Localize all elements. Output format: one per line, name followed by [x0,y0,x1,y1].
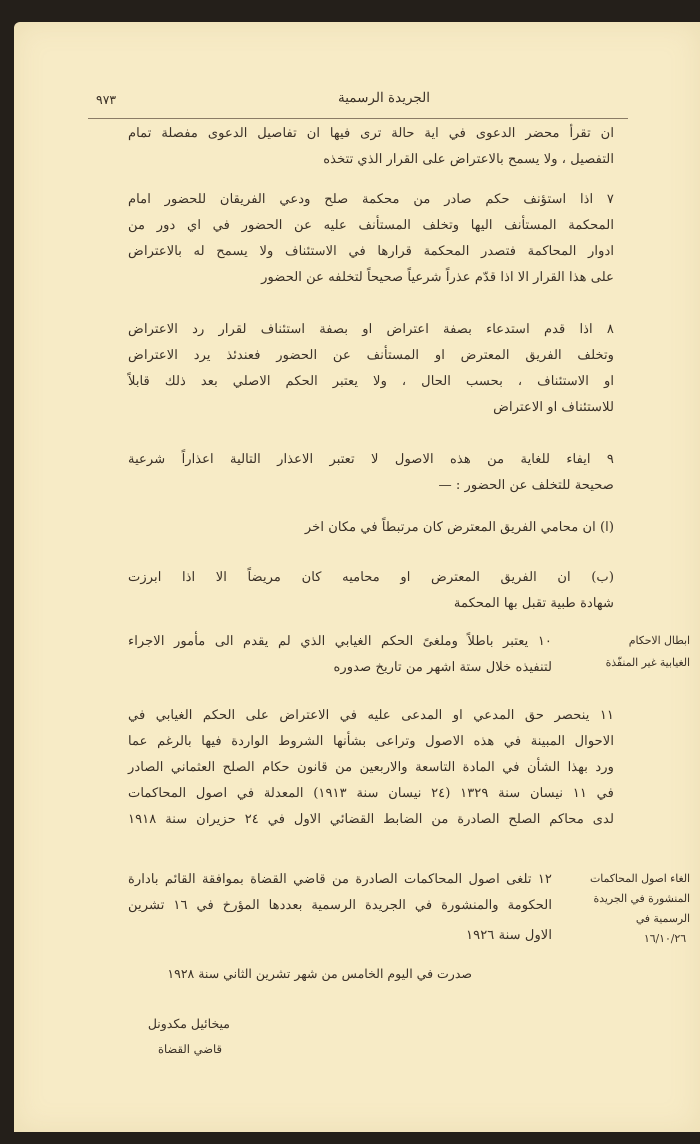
para-12-line-1: ١٢ تلغى اصول المحاكمات الصادرة من قاضي القضاة بموافقة القائم بادارة [128,872,552,887]
margin-note-para-10-line-1: ابطال الاحكام [628,634,690,647]
margin-note-para-12-line-2: المنشورة في الجريدة [593,892,690,905]
para-cont-line-1: ان تقرأ محضر الدعوى في اية حالة ترى فيها ان تفاصيل الدعوى مفصلة تمام [128,126,614,141]
page-number: ٩٧٣ [96,92,117,107]
margin-note-para-12-date: ١٦/١٠/٢٦ [643,932,686,945]
para-9-line-1: ٩ ايفاء للغاية من هذه الاصول لا تعتبر الاعذار التالية اعذاراً شرعية [128,452,614,467]
gazette-page [14,22,700,1132]
para-7-line-2: المحكمة المستأنف اليها وتخلف المستأنف عليه عن الحضور في اي دور من [128,218,614,233]
margin-note-para-10-line-2: الغيابية غير المنفّذة [605,656,690,669]
signatory-name: ميخائيل مكدونل [147,1016,230,1031]
para-11-line-4: في ١١ نيسان سنة ١٣٢٩ (٢٤ نيسان سنة ١٩١٣) المعدلة في اصول المحاكمات [128,786,614,801]
header-divider [88,118,628,119]
para-7-line-1: ٧ اذا استؤنف حكم صادر من محكمة صلح ودعي الفريقان للحضور امام [128,192,614,207]
para-12-line-2: الحكومة والمنشورة في الجريدة الرسمية بعددها المؤرخ في ١٦ تشرين [128,898,552,913]
para-8-line-2: وتخلف الفريق المعترض او المستأنف عن الحضور فعندئذ يرد الاعتراض [128,348,614,363]
para-11-line-1: ١١ ينحصر حق المدعي او المدعى عليه في الاعتراض على الحكم الغيابي في [128,708,614,723]
margin-note-para-12-line-3: الرسمية في [635,912,690,925]
para-9-line-2: صحيحة للتخلف عن الحضور : — [438,478,614,493]
para-10-line-1: ١٠ يعتبر باطلاً وملغىً الحكم الغيابي الذي لم يقدم الى مأمور الاجراء [128,634,552,649]
para-11-line-5: لدى محاكم الصلح الصادرة من الضابط القضائي الاول في ٢٤ حزيران سنة ١٩١٨ [128,812,614,827]
para-9-item-b-line-2: شهادة طبية تقبل بها المحكمة [453,596,614,611]
para-11-line-2: الاحوال المبينة في هذه الاصول وتراعى بشأنها الشروط الواردة فيها بالرغم عما [128,734,614,749]
page-title: الجريدة الرسمية [338,90,430,106]
para-8-line-3: او الاستئناف ، بحسب الحال ، ولا يعتبر الحكم الاصلي بعد ذلك قابلاً [128,374,614,389]
para-10-line-2: لتنفيذه خلال ستة اشهر من تاريخ صدوره [333,660,552,675]
para-12-line-3: الاول سنة ١٩٢٦ [466,928,552,943]
para-7-line-4: على هذا القرار الا اذا قدّم عذراً شرعياً صحيحاً لتخلفه عن الحضور [261,270,614,285]
para-7-line-3: ادوار المحاكمة فتصدر المحكمة قرارها في الاستئناف ولا يسمح له بالاعتراض [128,244,614,259]
para-8-line-1: ٨ اذا قدم استدعاء بصفة اعتراض او بصفة استئناف لقرار رد الاعتراض [128,322,614,337]
margin-note-para-12-line-1: الغاء اصول المحاكمات [590,872,690,885]
para-8-line-4: للاستئناف او الاعتراض [493,400,614,415]
para-11-line-3: ورد بهذا الشأن في المادة التاسعة والاربعين من قانون حكام الصلح العثماني الصادر [128,760,614,775]
para-cont-line-2: التفصيل ، ولا يسمح بالاعتراض على القرار الذي تتخذه [323,152,614,167]
para-9-item-b-line-1: (ب) ان الفريق المعترض او محاميه كان مريضاً الا اذا ابرزت [128,570,614,585]
issue-date: صدرت في اليوم الخامس من شهر تشرين الثاني سنة ١٩٢٨ [167,966,472,981]
para-9-item-a: (ا) ان محامي الفريق المعترض كان مرتبطاً في مكان اخر [304,520,614,535]
signatory-title: قاضي القضاة [157,1042,222,1056]
